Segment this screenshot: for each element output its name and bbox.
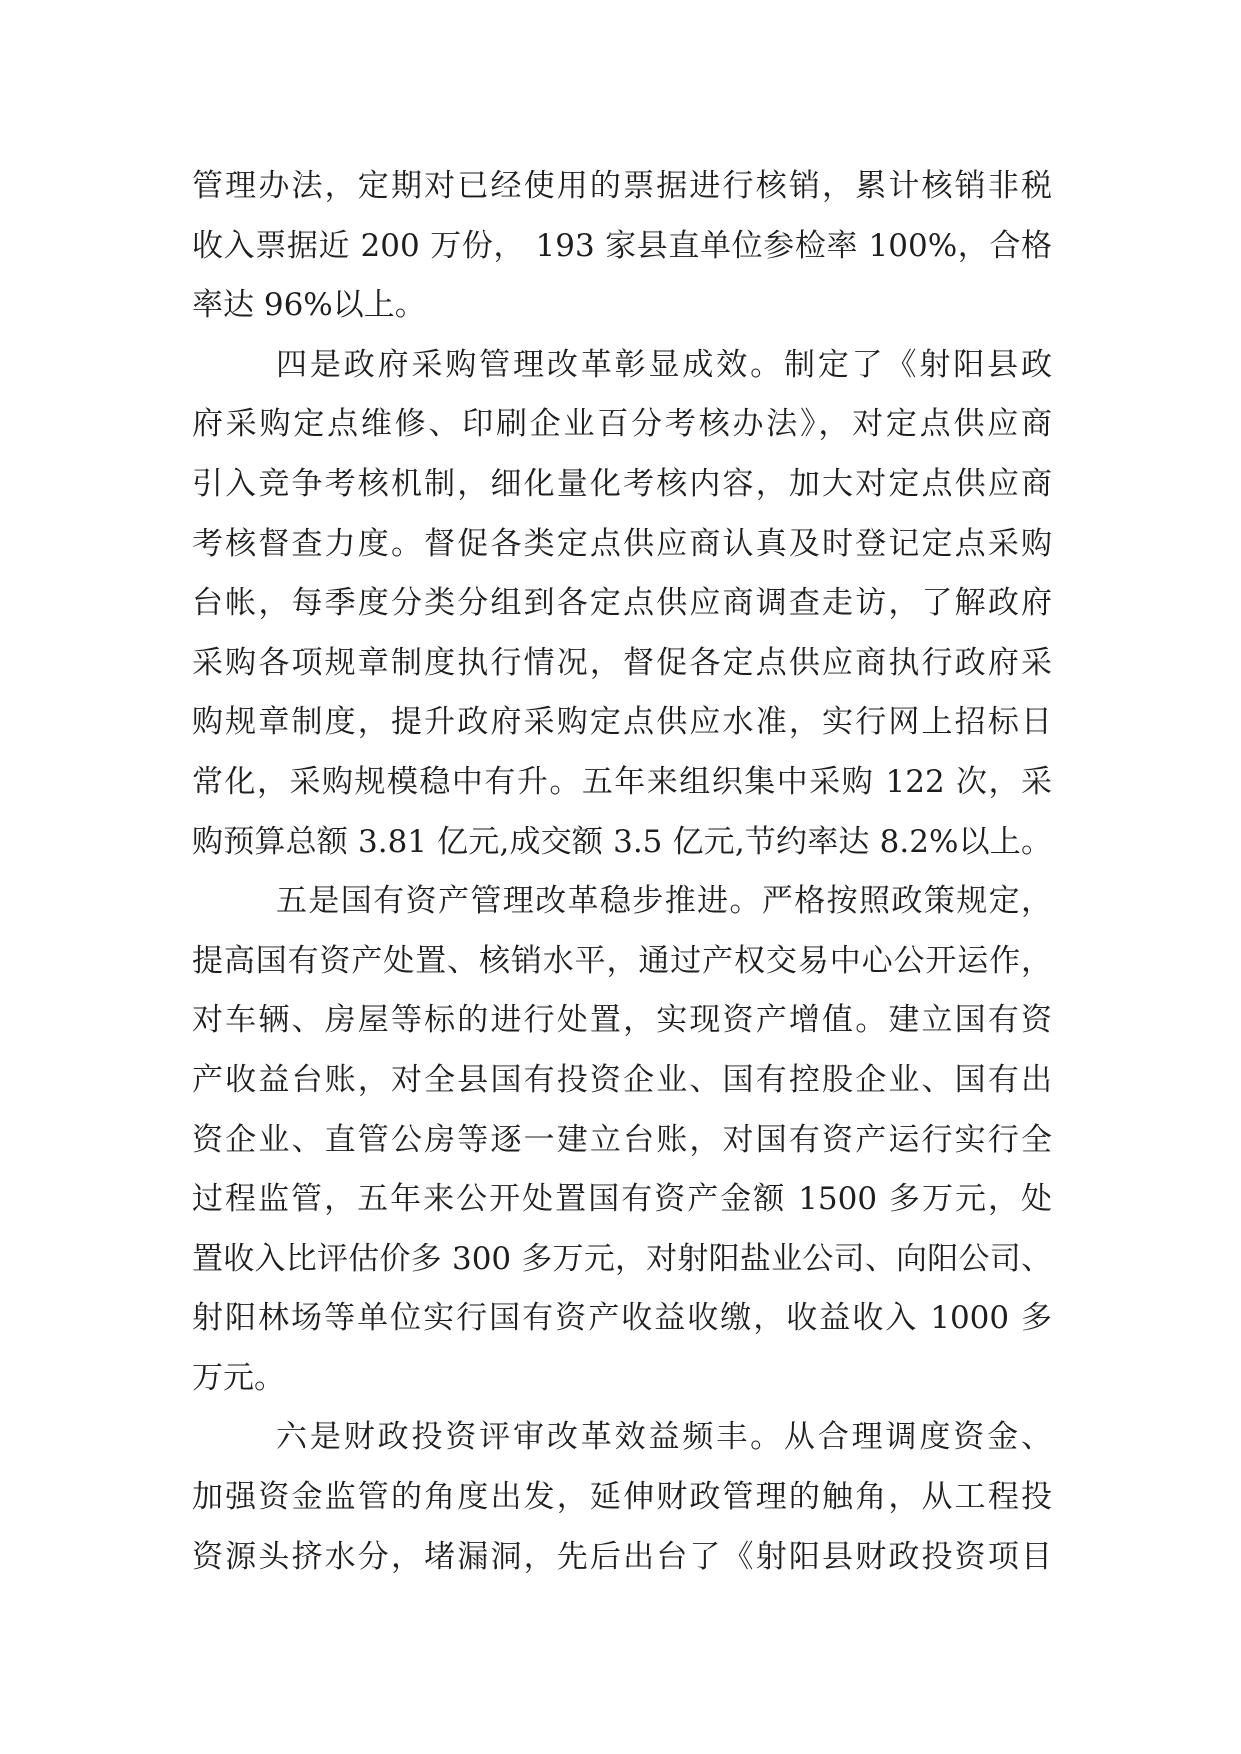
paragraph-first-line: 五是国有资产管理改革稳步推进。严格按照政策规定， <box>276 883 1052 920</box>
paragraph-first-line: 四是政府采购管理改革彰显成效。制定了《射阳县政 <box>276 346 1052 383</box>
text-line: 购规章制度，提升政府采购定点供应水准，实行网上招标日 <box>192 704 1052 741</box>
text-line: 率达 96%以上。 <box>192 287 426 324</box>
text-line: 过程监管，五年来公开处置国有资产金额 1500 多万元，处 <box>192 1181 1052 1218</box>
text-line: 管理办法，定期对已经使用的票据进行核销，累计核销非税 <box>192 168 1052 204</box>
text-line: 提高国有资产处置、核销水平，通过产权交易中心公开运作， <box>192 942 1052 979</box>
text-line: 万元。 <box>192 1359 285 1396</box>
text-line: 考核督查力度。督促各类定点供应商认真及时登记定点采购 <box>192 525 1052 562</box>
text-line: 对车辆、房屋等标的进行处置，实现资产增值。建立国有资 <box>192 1002 1052 1039</box>
text-line: 资企业、直管公房等逐一建立台账，对国有资产运行实行全 <box>192 1121 1052 1158</box>
text-line: 加强资金监管的角度出发，延伸财政管理的触角，从工程投 <box>192 1479 1052 1516</box>
text-line: 常化，采购规模稳中有升。五年来组织集中采购 122 次，采 <box>192 763 1052 800</box>
text-line: 收入票据近 200 万份， 193 家县直单位参检率 100%，合格 <box>192 227 1052 264</box>
text-line: 资源头挤水分，堵漏洞，先后出台了《射阳县财政投资项目 <box>192 1538 1052 1575</box>
text-line: 采购各项规章制度执行情况，督促各定点供应商执行政府采 <box>192 644 1052 681</box>
body-text <box>192 157 1052 1587</box>
text-line: 射阳林场等单位实行国有资产收益收缴，收益收入 1000 多 <box>192 1300 1052 1337</box>
text-line: 置收入比评估价多 300 多万元，对射阳盐业公司、向阳公司、 <box>192 1240 1052 1277</box>
text-line: 产收益台账，对全县国有投资企业、国有控股企业、国有出 <box>192 1061 1052 1098</box>
text-line: 购预算总额 3.81 亿元,成交额 3.5 亿元,节约率达 8.2%以上。 <box>192 823 1052 860</box>
text-line: 府采购定点维修、印刷企业百分考核办法》，对定点供应商 <box>192 406 1052 443</box>
text-line: 引入竞争考核机制，细化量化考核内容，加大对定点供应商 <box>192 465 1052 502</box>
paragraph-first-line: 六是财政投资评审改革效益频丰。从合理调度资金、 <box>276 1419 1052 1456</box>
text-line: 台帐，每季度分类分组到各定点供应商调查走访，了解政府 <box>192 585 1052 622</box>
